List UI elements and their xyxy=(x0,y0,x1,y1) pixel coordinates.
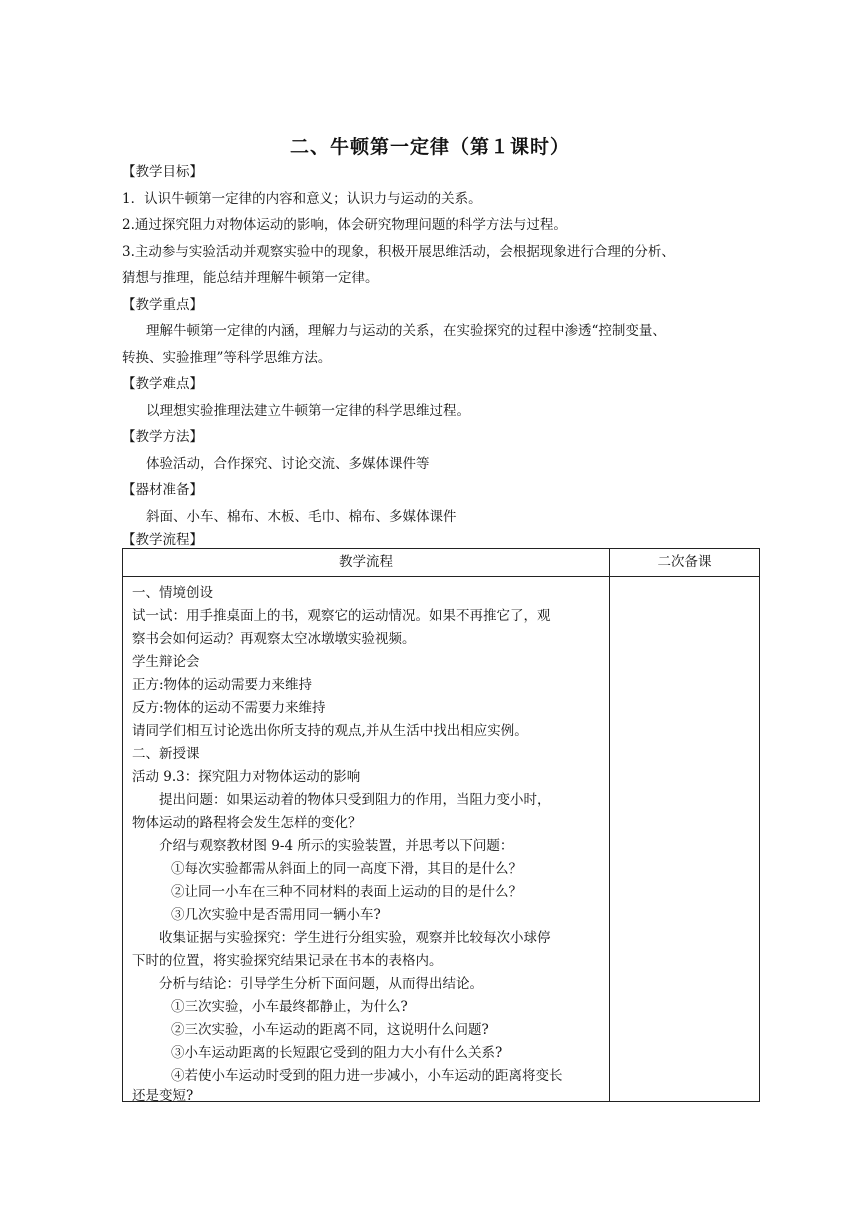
goal-line-2: 2.通过探究阻力对物体运动的影响，体会研究物理问题的科学方法与过程。 xyxy=(122,217,567,233)
process-line: 正方:物体的运动需要力来维持 xyxy=(132,677,313,693)
difficulty-line-1: 以理想实验推理法建立牛顿第一定律的科学思维过程。 xyxy=(146,403,470,419)
keypoint-line-2: 转换、实验推理”等科学思维方法。 xyxy=(122,350,332,366)
process-line: 物体运动的路程将会发生怎样的变化？ xyxy=(132,815,362,831)
header-process: 教学流程 xyxy=(339,554,393,570)
table-header-row xyxy=(123,549,759,577)
process-line: ③几次实验中是否需用同一辆小车? xyxy=(171,907,381,923)
equipment-heading: 【器材准备】 xyxy=(122,482,203,498)
process-line: 反方:物体的运动不需要力来维持 xyxy=(132,700,326,716)
process-line: 请同学们相互讨论选出你所支持的观点,并从生活中找出相应实例。 xyxy=(132,723,528,739)
column-divider xyxy=(609,549,610,1101)
goal-line-1: 1．认识牛顿第一定律的内容和意义；认识力与运动的关系。 xyxy=(122,191,482,207)
method-line-1: 体验活动，合作探究、讨论交流、多媒体课件等 xyxy=(146,456,430,472)
process-line: 提出问题：如果运动着的物体只受到阻力的作用，当阻力变小时， xyxy=(159,792,551,808)
methods-heading: 【教学方法】 xyxy=(122,429,203,445)
keypoints-heading: 【教学重点】 xyxy=(122,297,203,313)
process-line: 还是变短? xyxy=(132,1088,194,1104)
process-line: 察书会如何运动？再观察太空冰墩墩实验视频。 xyxy=(132,631,416,647)
process-line: 下时的位置，将实验探究结果记录在书本的表格内。 xyxy=(132,953,443,969)
process-line: ③小车运动距离的长短跟它受到的阻力大小有什么关系? xyxy=(171,1045,503,1061)
process-line: 介绍与观察教材图 9-4 所示的实验装置，并思考以下问题： xyxy=(159,838,514,854)
goal-line-3: 3.主动参与实验活动并观察实验中的现象，积极开展思维活动，会根据现象进行合理的分析、 xyxy=(122,244,675,260)
process-line: 一、情境创设 xyxy=(132,585,213,601)
process-line: 收集证据与实验探究：学生进行分组实验，观察并比较每次小球停 xyxy=(159,930,551,946)
process-line: ①三次实验，小车最终都静止，为什么? xyxy=(171,999,408,1015)
process-line: ④若使小车运动时受到的阻力进一步减小，小车运动的距离将变长 xyxy=(171,1068,563,1084)
process-line: 活动 9.3：探究阻力对物体运动的影响 xyxy=(132,769,361,785)
page-title: 二、牛顿第一定律（第１课时） xyxy=(289,136,570,158)
process-line: 分析与结论：引导学生分析下面问题，从而得出结论。 xyxy=(159,976,483,992)
process-table xyxy=(122,548,760,1102)
equipment-line-1: 斜面、小车、棉布、木板、毛巾、棉布、多媒体课件 xyxy=(146,509,457,525)
process-line: ①每次实验都需从斜面上的同一高度下滑，其目的是什么？ xyxy=(171,861,522,877)
process-line: 二、新授课 xyxy=(132,746,200,762)
keypoint-line-1: 理解牛顿第一定律的内涵，理解力与运动的关系，在实验探究的过程中渗透“控制变量、 xyxy=(146,323,666,339)
header-second-prep: 二次备课 xyxy=(657,554,712,570)
goals-heading: 【教学目标】 xyxy=(122,164,203,180)
difficulties-heading: 【教学难点】 xyxy=(122,376,203,392)
goal-line-4: 猜想与推理，能总结并理解牛顿第一定律。 xyxy=(122,270,379,286)
process-line: 试一试：用手推桌面上的书，观察它的运动情况。如果不再推它了，观 xyxy=(132,608,551,624)
process-line: ②让同一小车在三种不同材料的表面上运动的目的是什么？ xyxy=(171,884,522,900)
process-line: ②三次实验，小车运动的距离不同，这说明什么问题? xyxy=(171,1022,489,1038)
process-heading: 【教学流程】 xyxy=(122,532,203,548)
process-line: 学生辩论会 xyxy=(132,654,200,670)
